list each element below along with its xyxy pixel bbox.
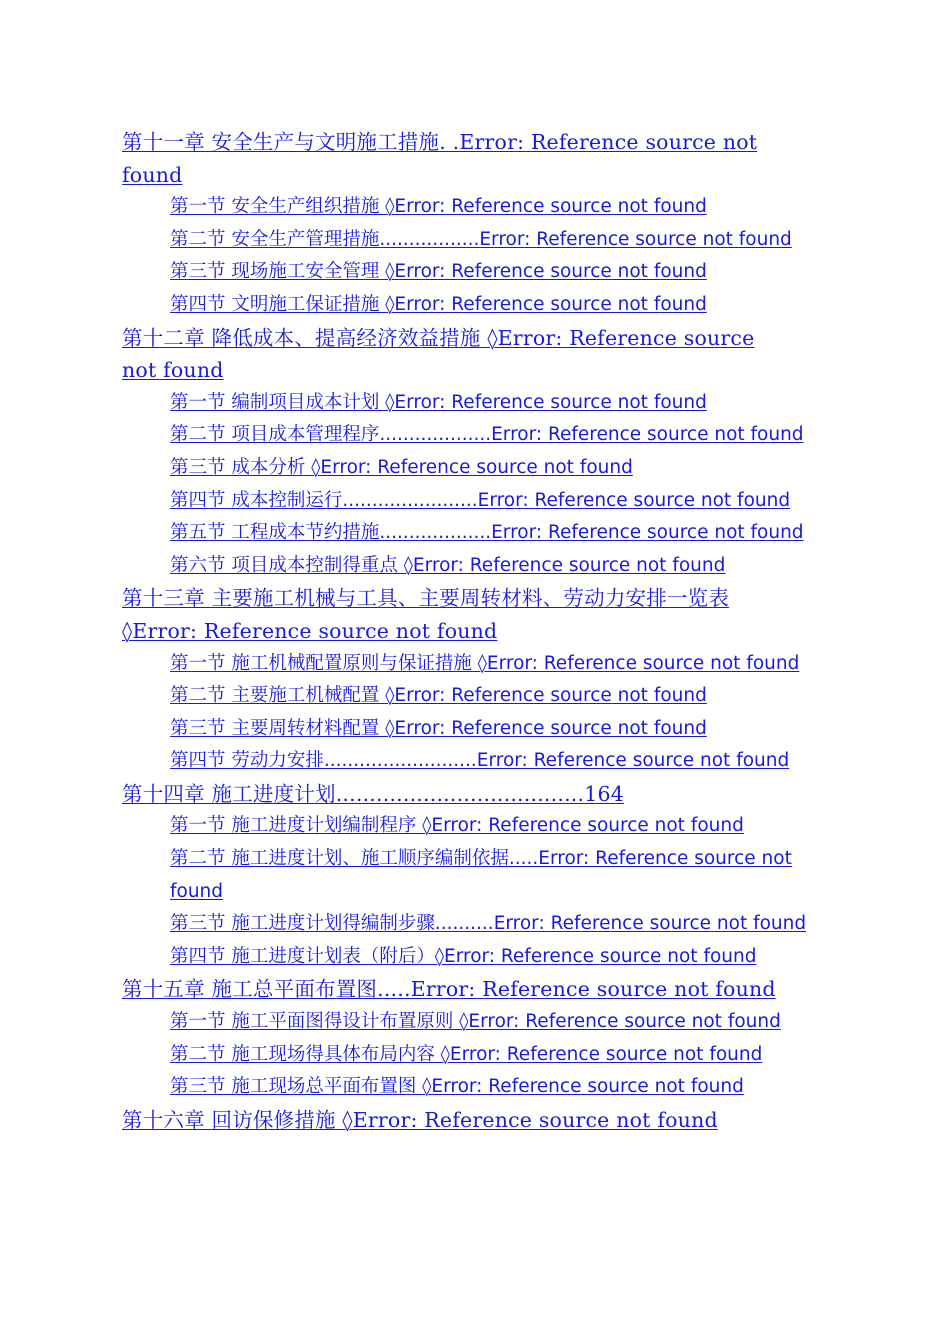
toc-section-15-3[interactable]: 第三节 施工现场总平面布置图 ◊Error: Reference source not found (170, 1076, 744, 1098)
toc-section-12-2[interactable]: 第二节 项目成本管理程序...................Error: Reference source not found (170, 424, 804, 446)
toc-section-14-1[interactable]: 第一节 施工进度计划编制程序 ◊Error: Reference source not found (170, 815, 744, 837)
toc-chapter-11-line2: found (122, 162, 183, 187)
toc-chapter-11[interactable] (122, 126, 838, 191)
toc-section-12-4[interactable]: 第四节 成本控制运行.......................Error: Reference source not found (170, 489, 791, 511)
toc-chapter-13[interactable] (122, 582, 838, 647)
toc-chapter-12[interactable] (122, 322, 838, 387)
toc-chapter-16[interactable]: 第十六章 回访保修措施 ◊Error: Reference source not found (122, 1107, 718, 1132)
toc-section-14-2-line1: 第二节 施工进度计划、施工顺序编制依据.....Error: Reference source not (170, 848, 792, 870)
toc-section-13-2[interactable]: 第二节 主要施工机械配置 ◊Error: Reference source not found (170, 685, 707, 707)
toc-section-12-5[interactable]: 第五节 工程成本节约措施...................Error: Reference source not found (170, 522, 804, 544)
toc-section-11-2[interactable]: 第二节 安全生产管理措施.................Error: Reference source not found (170, 228, 792, 250)
toc-section-15-1[interactable]: 第一节 施工平面图得设计布置原则 ◊Error: Reference source not found (170, 1011, 781, 1033)
toc-section-13-3[interactable]: 第三节 主要周转材料配置 ◊Error: Reference source not found (170, 717, 707, 739)
toc-chapter-15[interactable]: 第十五章 施工总平面布置图.....Error: Reference source not found (122, 977, 776, 1002)
toc-section-11-3[interactable]: 第三节 现场施工安全管理 ◊Error: Reference source not found (170, 261, 707, 283)
toc-chapter-13-line2: ◊Error: Reference source not found (122, 618, 498, 643)
toc-section-14-2[interactable] (170, 843, 838, 908)
toc-section-15-2[interactable]: 第二节 施工现场得具体布局内容 ◊Error: Reference source not found (170, 1043, 763, 1065)
toc-section-11-4[interactable]: 第四节 文明施工保证措施 ◊Error: Reference source not found (170, 293, 707, 315)
toc-section-14-4[interactable]: 第四节 施工进度计划表（附后）◊Error: Reference source not found (170, 945, 757, 967)
toc-section-13-4[interactable]: 第四节 劳动力安排..........................Error: Reference source not found (170, 750, 790, 772)
toc-chapter-11-line1: 第十一章 安全生产与文明施工措施. .Error: Reference source not (122, 130, 758, 154)
toc-section-11-1[interactable]: 第一节 安全生产组织措施 ◊Error: Reference source not found (170, 196, 707, 218)
table-of-contents (122, 126, 838, 1136)
toc-section-14-3[interactable]: 第三节 施工进度计划得编制步骤..........Error: Reference source not found (170, 913, 807, 935)
toc-section-12-6[interactable]: 第六节 项目成本控制得重点 ◊Error: Reference source not found (170, 554, 726, 576)
toc-chapter-13-line1: 第十三章 主要施工机械与工具、主要周转材料、劳动力安排一览表 (122, 586, 730, 611)
toc-chapter-12-line1: 第十二章 降低成本、提高经济效益措施 ◊Error: Reference source (122, 325, 755, 350)
toc-chapter-12-line2: not found (122, 358, 224, 383)
toc-section-13-1[interactable]: 第一节 施工机械配置原则与保证措施 ◊Error: Reference source not found (170, 652, 800, 674)
toc-section-12-3[interactable]: 第三节 成本分析 ◊Error: Reference source not found (170, 456, 633, 478)
toc-chapter-14[interactable]: 第十四章 施工进度计划.....................................164 (122, 781, 624, 806)
toc-section-14-2-line2: found (170, 880, 224, 902)
toc-section-12-1[interactable]: 第一节 编制项目成本计划 ◊Error: Reference source not found (170, 391, 707, 413)
